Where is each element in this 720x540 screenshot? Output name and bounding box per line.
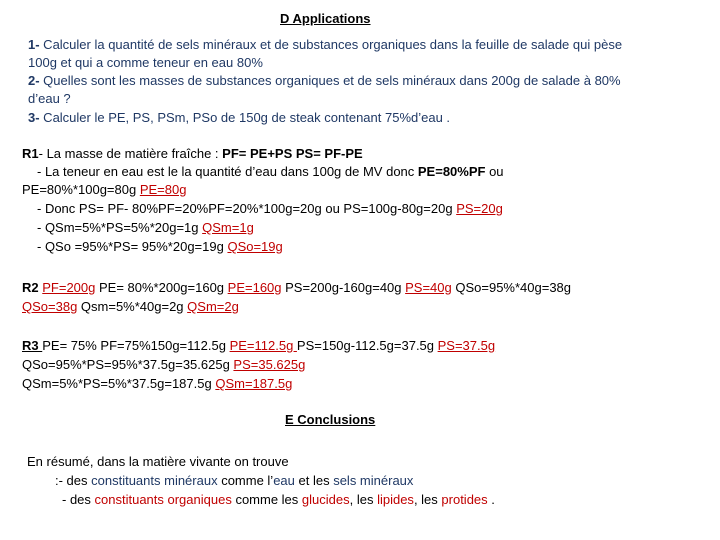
question-3-number: 3-: [28, 110, 40, 125]
result-ps: PS=40g: [405, 280, 452, 295]
answer-2-text: Qsm=5%*40g=2g: [77, 299, 188, 314]
answer-3-text: PS=150g-112.5g=37.5g: [296, 338, 438, 353]
answer-1-text: - QSm=5%*PS=5%*20g=1g: [37, 220, 203, 235]
result-pe: PE=80g: [139, 182, 187, 197]
conclusion-text: - des: [62, 492, 95, 507]
question-2-number: 2-: [28, 73, 40, 88]
question-2-line-1: [28, 73, 621, 89]
answer-1-text: ou: [485, 164, 504, 179]
result-ps: PS=35.625g: [233, 357, 306, 372]
conclusion-line-2: [55, 473, 413, 489]
answer-3-text: QSo=95%*PS=95%*37.5g=35.625g: [22, 357, 234, 372]
answer-3-line-3: [22, 376, 292, 392]
answer-1-line-2: [37, 164, 504, 180]
answer-1-text: - La teneur en eau est le la quantité d’eau dans 100g de MV donc: [37, 164, 418, 179]
answer-1-text: - La masse de matière fraîche :: [38, 146, 223, 161]
answer-2-label: R2: [22, 280, 39, 295]
question-2-text: Quelles sont les masses de substances organiques et de sels minéraux dans 200g de salade à 80%: [39, 73, 621, 88]
term-mineral-constituents: constituants minéraux: [91, 473, 218, 488]
answer-2-line-2: [22, 299, 239, 315]
answer-1-line-3: [22, 182, 186, 198]
question-1-line-2: 100g et qui a comme teneur en eau 80%: [28, 55, 263, 70]
term-mineral-salts: sels minéraux: [333, 473, 414, 488]
question-2-line-2: d’eau ?: [28, 91, 71, 106]
answer-3-line-1: [22, 338, 495, 354]
result-ps: PS=20g: [456, 201, 503, 216]
answer-2-text: QSo=95%*40g=38g: [451, 280, 572, 295]
answer-1-line-5: [37, 220, 254, 236]
result-qsm: QSm=2g: [187, 299, 239, 314]
conclusion-text: comme l’: [217, 473, 274, 488]
result-pe: PE=160g: [227, 280, 282, 295]
conclusion-text: et les: [294, 473, 334, 488]
answer-1-line-6: [37, 239, 283, 255]
term-lipides: lipides: [377, 492, 414, 507]
answer-3-text: QSm=5%*PS=5%*37.5g=187.5g: [22, 376, 216, 391]
answer-1-line-4: [37, 201, 503, 217]
question-1-number: 1-: [28, 37, 40, 52]
conclusion-line-1: En résumé, dans la matière vivante on trouve: [27, 454, 289, 469]
answer-3-line-2: [22, 357, 305, 373]
answer-2-text: PE= 80%*200g=160g: [95, 280, 228, 295]
formula-pf-pe-ps: PF= PE+PS PS= PF-PE: [222, 146, 363, 161]
heading-applications: D Applications: [280, 11, 371, 26]
result-pf: PF=200g: [42, 280, 96, 295]
question-3-line-1: [28, 110, 450, 126]
answer-1-text: - QSo =95%*PS= 95%*20g=19g: [37, 239, 228, 254]
answer-1-text: - Donc PS= PF- 80%PF=20%PF=20%*100g=20g ou PS=100g-80g=20g: [37, 201, 457, 216]
answer-3-label: R3: [22, 338, 43, 353]
conclusion-text: .: [487, 492, 495, 507]
answer-1-text: PE=80%*100g=80g: [22, 182, 140, 197]
result-ps: PS=37.5g: [437, 338, 496, 353]
result-pe: PE=112.5g: [229, 338, 297, 353]
conclusion-line-3: [62, 492, 495, 508]
result-qsm: QSm=187.5g: [215, 376, 293, 391]
answer-3-text: PE= 75% PF=75%150g=112.5g: [42, 338, 230, 353]
result-qso: QSo=19g: [227, 239, 283, 254]
result-qsm: QSm=1g: [202, 220, 254, 235]
answer-2-line-1: [22, 280, 571, 296]
formula-pe-80: PE=80%PF: [417, 164, 486, 179]
question-1-line-1: [28, 37, 622, 53]
question-3-text: Calculer le PE, PS, PSm, PSo de 150g de steak contenant 75%d’eau .: [39, 110, 451, 125]
heading-conclusions: E Conclusions: [285, 412, 376, 427]
result-qso: QSo=38g: [22, 299, 78, 314]
question-1-text: Calculer la quantité de sels minéraux et de substances organiques dans la feuille de salade qui pèse: [39, 37, 623, 52]
conclusion-text: comme les: [231, 492, 302, 507]
answer-1-label: R1: [22, 146, 39, 161]
answer-2-text: PS=200g-160g=40g: [281, 280, 406, 295]
term-glucides: glucides: [301, 492, 350, 507]
conclusion-text: , les: [349, 492, 378, 507]
answer-1-line-1: [22, 146, 363, 162]
conclusion-text: :- des: [55, 473, 92, 488]
term-protides: protides: [441, 492, 488, 507]
term-water: eau: [273, 473, 295, 488]
conclusion-text: , les: [413, 492, 442, 507]
term-organic-constituents: constituants organiques: [94, 492, 232, 507]
